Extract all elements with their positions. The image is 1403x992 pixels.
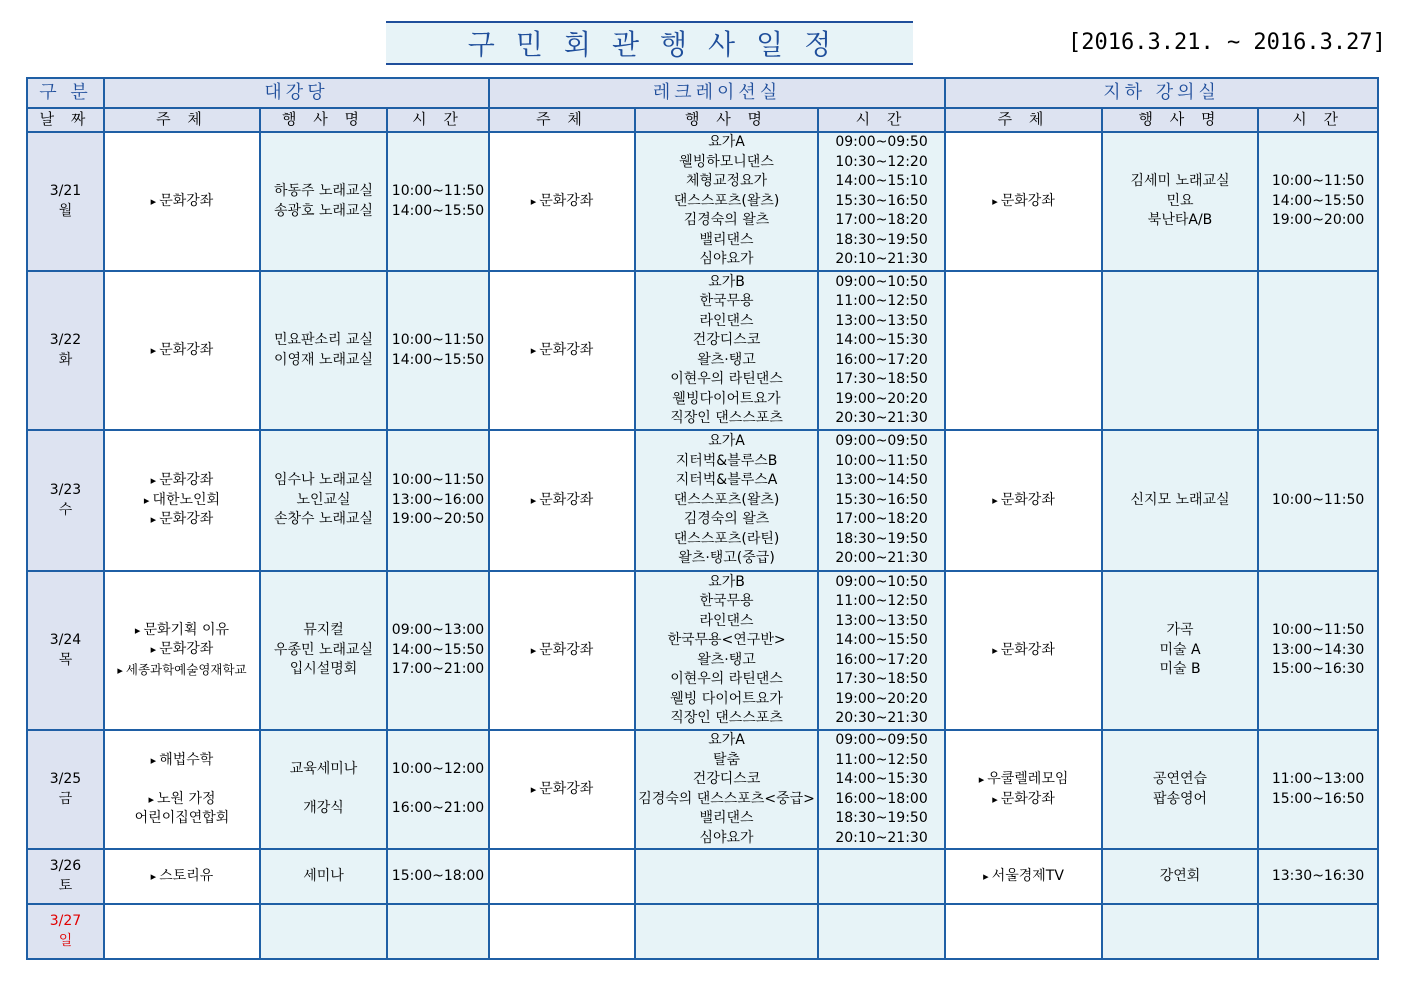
event-time: 20:30~21:30: [835, 410, 928, 426]
event-time: 11:00~13:00: [1271, 771, 1365, 787]
event-time: 10:00~11:50: [1271, 491, 1365, 508]
event-time: 17:30~18:50: [835, 671, 928, 687]
date-cell: [27, 132, 104, 271]
time-cell-rec: [818, 271, 945, 430]
header-venue-basement: 지하 강의실: [945, 78, 1378, 108]
event-time: 09:00~10:50: [835, 273, 928, 290]
organizer-name: ▸ 문화기획 이유: [105, 621, 259, 641]
event-time: 17:00~21:00: [391, 661, 485, 678]
time-cell-hall: [387, 849, 489, 904]
header-event: 행 사 명: [1102, 108, 1258, 132]
schedule-body: [27, 132, 1378, 959]
event-cell-base: [1102, 571, 1258, 730]
event-time: 16:00~17:20: [835, 651, 928, 668]
organizer-cell-rec: [489, 430, 635, 571]
event-name: 라인댄스: [699, 612, 754, 629]
organizer-name: ▸ 노원 가정: [105, 790, 259, 810]
event-time: 15:00~18:00: [391, 867, 485, 884]
event-name: 댄스스포츠(왈츠): [673, 192, 780, 209]
event-cell-hall: [260, 571, 387, 730]
event-time: 20:00~21:30: [835, 550, 928, 567]
organizer-cell-hall: [104, 730, 260, 849]
event-cell-base: [1102, 430, 1258, 571]
event-time: 19:00~20:20: [835, 690, 928, 707]
event-time: 16:00~21:00: [391, 800, 485, 817]
header-event: 행 사 명: [635, 108, 818, 132]
header-row-venues: [27, 78, 1378, 108]
weekday-label: 일: [58, 932, 73, 949]
organizer-name: ▸ 대한노인회: [105, 491, 259, 511]
event-time: 10:00~11:50: [391, 472, 485, 489]
event-name: 밸리댄스: [699, 231, 754, 248]
organizer-name: ▸ 문화강좌: [946, 491, 1101, 511]
time-cell-hall: [387, 430, 489, 571]
event-time: 20:30~21:30: [835, 710, 928, 726]
page-title: 구민회관행사일정: [467, 28, 853, 61]
header-org: 주 체: [489, 108, 635, 132]
event-time: 14:00~15:50: [835, 632, 928, 648]
organizer-name: ▸ 문화강좌: [105, 341, 259, 361]
event-time: 14:00~15:30: [835, 771, 928, 787]
event-time: 09:00~09:50: [835, 732, 928, 748]
event-cell-rec: [635, 849, 818, 904]
organizer-name: ▸ 우쿨렐레모임: [946, 770, 1101, 790]
header-time: 시 간: [1258, 108, 1378, 132]
organizer-name: ▸ 서울경제TV: [946, 867, 1101, 887]
organizer-name: 어린이집연합회: [134, 810, 230, 826]
date-cell: [27, 730, 104, 849]
time-cell-rec: [818, 849, 945, 904]
event-cell-hall: [260, 430, 387, 571]
date-label: 3/25: [49, 771, 82, 787]
weekday-label: 수: [58, 501, 73, 518]
schedule-row: [27, 271, 1378, 430]
event-time: 16:00~17:20: [835, 351, 928, 368]
time-cell-rec: [818, 904, 945, 959]
event-time: 10:00~11:50: [391, 183, 485, 199]
event-name: 뮤지컬: [303, 622, 344, 639]
organizer-cell-rec: [489, 271, 635, 430]
event-time: [388, 780, 488, 800]
event-name: 지터벅&블루스B: [675, 452, 778, 469]
organizer-cell-hall: [104, 132, 260, 271]
event-cell-rec: [635, 730, 818, 849]
event-time: 14:00~15:10: [835, 173, 928, 190]
header-event: 행 사 명: [260, 108, 387, 132]
event-time: 09:00~13:00: [391, 622, 485, 639]
event-time: 20:10~21:30: [835, 251, 928, 268]
organizer-name: ▸ 문화강좌: [490, 491, 634, 511]
time-cell-hall: [387, 904, 489, 959]
event-name: 한국무용: [699, 293, 754, 309]
event-name: 밸리댄스: [699, 810, 754, 826]
event-name: 노인교실: [296, 491, 351, 508]
event-time: 14:00~15:50: [391, 351, 485, 368]
event-name: 민요: [1166, 192, 1194, 209]
date-cell: [27, 849, 104, 904]
event-time: 10:30~12:20: [835, 153, 928, 170]
event-cell-base: [1102, 730, 1258, 849]
organizer-name: ▸ 문화강좌: [105, 192, 259, 212]
event-time: 18:30~19:50: [835, 231, 928, 248]
event-time: 14:00~15:50: [391, 202, 485, 219]
event-time: 19:00~20:20: [835, 390, 928, 407]
event-time: 19:00~20:50: [391, 511, 485, 528]
event-time: 13:00~13:50: [835, 612, 928, 629]
event-cell-rec: [635, 132, 818, 271]
event-cell-hall: [260, 849, 387, 904]
event-name: 신지모 노래교실: [1130, 491, 1230, 508]
header-gubun: 구 분: [27, 78, 104, 108]
event-name: 개강식: [303, 800, 344, 817]
event-cell-rec: [635, 430, 818, 571]
event-time: 15:30~16:50: [835, 491, 928, 508]
event-name: 손창수 노래교실: [273, 511, 374, 528]
event-name: 웰빙하모니댄스: [679, 153, 774, 170]
event-time: 14:00~15:30: [835, 332, 928, 348]
date-label: 3/22: [49, 332, 82, 348]
organizer-cell-base: [945, 132, 1102, 271]
time-cell-rec: [818, 730, 945, 849]
organizer-cell-base: [945, 571, 1102, 730]
date-cell: [27, 904, 104, 959]
time-cell-base: [1258, 571, 1378, 730]
event-name: 댄스스포츠(왈츠): [673, 491, 780, 508]
header-time: 시 간: [387, 108, 489, 132]
event-name: 김경숙의 댄스스포츠<중급>: [638, 790, 815, 807]
date-label: 3/23: [49, 482, 82, 498]
organizer-name: ▸ 문화강좌: [946, 641, 1101, 661]
organizer-cell-rec: [489, 132, 635, 271]
time-cell-base: [1258, 430, 1378, 571]
event-name: 웰빙다이어트요가: [672, 390, 781, 407]
event-name: 우종민 노래교실: [273, 641, 374, 658]
schedule-table: [26, 77, 1379, 960]
date-cell: [27, 271, 104, 430]
organizer-name: ▸ 문화강좌: [946, 790, 1101, 810]
event-name: 미술 B: [1159, 661, 1201, 678]
event-cell-rec: [635, 271, 818, 430]
event-name: 라인댄스: [699, 312, 754, 329]
event-time: 13:00~13:50: [835, 312, 928, 329]
organizer-cell-rec: [489, 730, 635, 849]
organizer-name: ▸ 문화강좌: [490, 780, 634, 800]
event-cell-base: [1102, 849, 1258, 904]
event-cell-hall: [260, 271, 387, 430]
header-time: 시 간: [818, 108, 945, 132]
event-cell-base: [1102, 271, 1258, 430]
event-time: 14:00~15:50: [1271, 192, 1365, 209]
date-cell: [27, 571, 104, 730]
event-time: 15:00~16:50: [1271, 790, 1365, 807]
date-label: 3/21: [49, 183, 82, 199]
event-cell-base: [1102, 132, 1258, 271]
time-cell-hall: [387, 571, 489, 730]
schedule-row: [27, 849, 1378, 904]
event-name: 요가A: [708, 732, 745, 748]
event-time: 20:10~21:30: [835, 829, 928, 846]
event-time: 09:00~09:50: [835, 134, 928, 151]
title-box: [386, 21, 913, 65]
organizer-name: ▸ 세종과학예술영재학교: [105, 660, 259, 681]
event-name: 왈츠·탱고: [697, 351, 756, 368]
event-name: 이현우의 라틴댄스: [670, 371, 783, 387]
date-cell: [27, 430, 104, 571]
event-time: 10:00~12:00: [391, 761, 485, 778]
organizer-cell-hall: [104, 904, 260, 959]
organizer-name: ▸ 해법수학: [105, 751, 259, 771]
event-cell-rec: [635, 904, 818, 959]
event-name: 웰빙 다이어트요가: [670, 690, 783, 707]
event-name: 교육세미나: [289, 761, 358, 778]
header-org: 주 체: [945, 108, 1102, 132]
event-time: 11:00~12:50: [835, 293, 928, 309]
schedule-row: [27, 132, 1378, 271]
weekday-label: 월: [58, 202, 73, 219]
event-time: 17:30~18:50: [835, 371, 928, 387]
event-name: 팝송영어: [1152, 790, 1208, 807]
event-time: 13:00~16:00: [391, 491, 485, 508]
event-name: 한국무용: [699, 593, 754, 609]
event-name: 심야요가: [699, 251, 754, 268]
event-time: 10:00~11:50: [835, 452, 928, 469]
organizer-cell-base: [945, 730, 1102, 849]
event-time: 18:30~19:50: [835, 810, 928, 826]
event-name: 송광호 노래교실: [273, 202, 374, 219]
event-cell-hall: [260, 730, 387, 849]
weekday-label: 토: [58, 877, 73, 894]
event-name: 입시설명회: [289, 661, 358, 678]
event-name: 건강디스코: [692, 771, 761, 787]
time-cell-hall: [387, 271, 489, 430]
organizer-cell-rec: [489, 904, 635, 959]
organizer-cell-base: [945, 430, 1102, 571]
organizer-cell-base: [945, 849, 1102, 904]
event-name: 김세미 노래교실: [1130, 173, 1230, 190]
event-time: 16:00~18:00: [835, 790, 928, 807]
schedule-row: [27, 571, 1378, 730]
event-name: 직장인 댄스스포츠: [670, 710, 783, 726]
event-time: 09:00~10:50: [835, 573, 928, 590]
event-time: 14:00~15:50: [391, 641, 485, 658]
time-cell-base: [1258, 271, 1378, 430]
organizer-name: ▸ 문화강좌: [105, 510, 259, 530]
organizer-cell-hall: [104, 271, 260, 430]
organizer-name: ▸ 문화강좌: [490, 192, 634, 212]
time-cell-base: [1258, 904, 1378, 959]
event-name: 요가A: [708, 433, 745, 450]
event-time: 13:00~14:50: [835, 472, 928, 489]
event-time: 10:00~11:50: [1271, 173, 1365, 190]
event-cell-hall: [260, 132, 387, 271]
event-name: 미술 A: [1159, 641, 1201, 658]
event-name: 요가B: [708, 273, 745, 290]
event-time: 18:30~19:50: [835, 530, 928, 547]
header-date: 날 짜: [27, 108, 104, 132]
time-cell-base: [1258, 849, 1378, 904]
organizer-name: ▸ 문화강좌: [105, 471, 259, 491]
event-name: 김경숙의 왈츠: [683, 511, 770, 528]
event-name: 임수나 노래교실: [273, 472, 374, 489]
time-cell-rec: [818, 430, 945, 571]
organizer-name: ▸ 문화강좌: [946, 192, 1101, 212]
schedule-row: [27, 904, 1378, 959]
organizer-cell-hall: [104, 849, 260, 904]
event-time: 10:00~11:50: [391, 332, 485, 348]
event-name: [261, 780, 386, 800]
weekday-label: 금: [58, 790, 73, 807]
header-org: 주 체: [104, 108, 260, 132]
organizer-cell-base: [945, 904, 1102, 959]
event-name: 세미나: [303, 867, 344, 884]
event-time: 11:00~12:50: [835, 751, 928, 768]
time-cell-hall: [387, 132, 489, 271]
event-name: 요가A: [708, 134, 745, 151]
event-name: 댄스스포츠(라틴): [673, 530, 780, 547]
organizer-name: ▸ 문화강좌: [105, 640, 259, 660]
organizer-cell-rec: [489, 571, 635, 730]
organizer-name: [105, 770, 259, 790]
event-name: 탈춤: [713, 751, 741, 768]
event-name: 체형교정요가: [685, 173, 768, 190]
organizer-cell-base: [945, 271, 1102, 430]
organizer-cell-hall: [104, 430, 260, 571]
event-time: 17:00~18:20: [835, 511, 928, 528]
event-time: 15:00~16:30: [1271, 661, 1365, 678]
event-name: 김경숙의 왈츠: [683, 212, 770, 229]
event-time: 10:00~11:50: [1271, 622, 1365, 639]
header-venue-rec: 레크레이션실: [489, 78, 945, 108]
event-name: 이영재 노래교실: [273, 351, 374, 368]
event-name: 심야요가: [699, 829, 754, 846]
event-cell-hall: [260, 904, 387, 959]
event-time: 13:30~16:30: [1271, 867, 1365, 884]
time-cell-rec: [818, 571, 945, 730]
organizer-name: ▸ 문화강좌: [490, 641, 634, 661]
organizer-name: ▸ 스토리유: [105, 867, 259, 887]
header-venue-hall: 대강당: [104, 78, 489, 108]
event-name: 직장인 댄스스포츠: [670, 410, 783, 426]
event-name: 요가B: [708, 573, 745, 590]
event-name: 건강디스코: [692, 332, 761, 348]
event-time: 09:00~09:50: [835, 433, 928, 450]
event-time: 17:00~18:20: [835, 212, 928, 229]
event-name: 북난타A/B: [1147, 212, 1213, 229]
event-name: 강연회: [1159, 867, 1201, 884]
event-name: 이현우의 라틴댄스: [670, 671, 783, 687]
event-cell-base: [1102, 904, 1258, 959]
time-cell-hall: [387, 730, 489, 849]
event-name: 민요판소리 교실: [273, 332, 374, 348]
organizer-cell-hall: [104, 571, 260, 730]
event-time: 19:00~20:00: [1271, 212, 1365, 229]
event-cell-rec: [635, 571, 818, 730]
weekday-label: 화: [58, 351, 73, 368]
date-range: [2016.3.21. ~ 2016.3.27]: [1068, 30, 1386, 55]
organizer-name: ▸ 문화강좌: [490, 341, 634, 361]
schedule-row: [27, 730, 1378, 849]
event-time: 15:30~16:50: [835, 192, 928, 209]
time-cell-base: [1258, 132, 1378, 271]
event-name: 공연연습: [1152, 771, 1208, 787]
organizer-cell-rec: [489, 849, 635, 904]
time-cell-base: [1258, 730, 1378, 849]
header-row-columns: [27, 108, 1378, 132]
weekday-label: 목: [58, 651, 73, 668]
event-name: 가곡: [1166, 622, 1194, 639]
schedule-row: [27, 430, 1378, 571]
event-name: 지터벅&블루스A: [675, 472, 778, 489]
event-time: 13:00~14:30: [1271, 641, 1365, 658]
date-label: 3/27: [49, 913, 82, 929]
event-name: 하동주 노래교실: [273, 183, 374, 199]
event-time: 11:00~12:50: [835, 593, 928, 609]
time-cell-rec: [818, 132, 945, 271]
date-label: 3/24: [49, 632, 82, 648]
event-name: 왈츠·탱고: [697, 651, 756, 668]
event-name: 한국무용<연구반>: [667, 632, 786, 648]
date-label: 3/26: [49, 858, 82, 874]
event-name: 왈츠·탱고(중급): [678, 550, 775, 567]
